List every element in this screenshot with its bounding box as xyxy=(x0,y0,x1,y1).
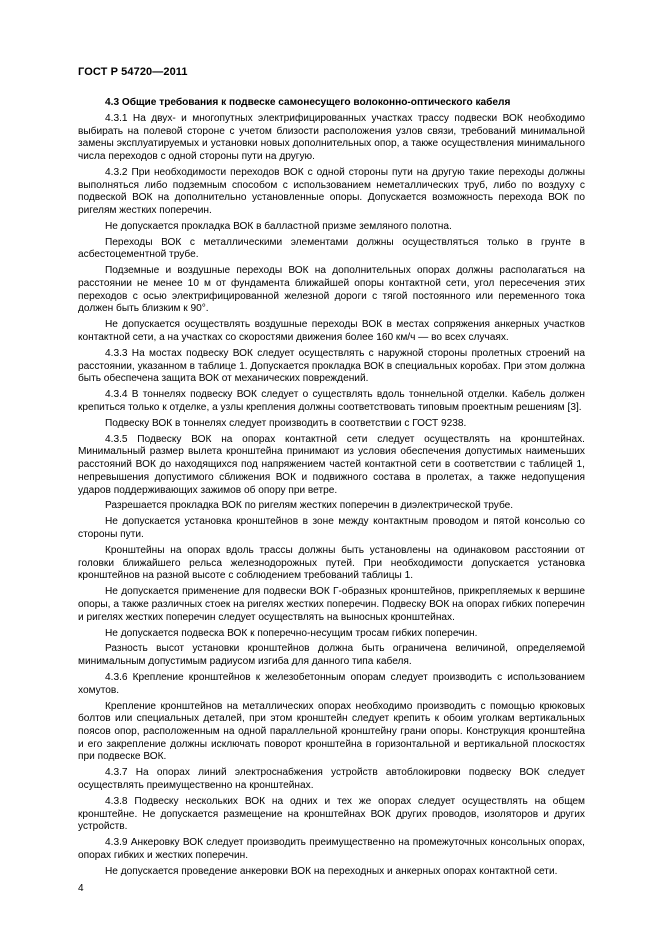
paragraph: Подземные и воздушные переходы ВОК на дополнительных опорах должны располагаться на расстоянии не менее 10 м от фундамента ближайшей опоры контактной сети, угол пересечения этих переходов с осью электрифицированной железной дороги с тягой постоянного или переменного тока должен быть близким к 90°. xyxy=(78,265,585,315)
page-content xyxy=(78,97,585,882)
paragraph: 4.3.2 При необходимости переходов ВОК с одной стороны пути на другую такие переходы должны выполняться либо подземным способом с использованием неметаллических труб, либо по воздуху с подвеской ВОК на дополнительно установленные опоры. Допускается возможность перехода ВОК по ригелям жестких поперечин. xyxy=(78,166,585,216)
paragraph: Кронштейны на опорах вдоль трассы должны быть установлены на одинаковом расстоянии от головки ближайшего рельса железнодорожных путей. При необходимости допускается установка кронштейнов на разной высоте с соблюдением требований таблицы 1. xyxy=(78,544,585,582)
paragraph: Разность высот установки кронштейнов должна быть ограничена величиной, определяемой минимальным допустимым радиусом изгиба для данного типа кабеля. xyxy=(78,643,585,668)
paragraph: Разрешается прокладка ВОК по ригелям жестких поперечин в диэлектрической трубе. xyxy=(105,500,514,512)
paragraph: Не допускается проведение анкеровки ВОК на переходных и анкерных опорах контактной сети. xyxy=(105,865,558,877)
paragraph: 4.3.6 Крепление кронштейнов к железобетонным опорам следует производить с использованием хомутов. xyxy=(78,672,585,696)
page-number: 4 xyxy=(78,883,84,894)
paragraph: Не допускается прокладка ВОК в балластной призме земляного полотна. xyxy=(105,220,452,232)
paragraph: Крепление кронштейнов на металлических опорах необходимо производить с помощью крюковых болтов или специальных деталей, при этом кронштейн следует крепить к обоим уголкам вертикальных поясов опор, расположенным на одной параллельной кронштейну грани опоры. Конструкция кронштейна и его закрепление должны исключать поворот кронштейна в горизонтальной и вертикальной плоскостях при подвеске ВОК. xyxy=(78,700,585,763)
paragraph: Не допускается применение для подвески ВОК Г-образных кронштейнов, прикрепляемых к вершине опоры, а также различных стоек на ригелях жестких поперечин. Подвеску ВОК на опорах гибких поперечин и ригелях жестких поперечин следует осуществлять на выносных кронштейнах. xyxy=(78,586,585,623)
paragraph: 4.3.9 Анкеровку ВОК следует производить преимущественно на промежуточных консольных опорах, опорах гибких и жестких поперечин. xyxy=(78,837,585,861)
paragraph-list xyxy=(78,113,585,879)
paragraph: Подвеску ВОК в тоннелях следует производить в соответствии с ГОСТ 9238. xyxy=(105,417,467,429)
paragraph: 4.3.7 На опорах линий электроснабжения устройств автоблокировки подвеску ВОК следует осуществлять преимущественно на кронштейнах. xyxy=(78,767,585,792)
paragraph: 4.3.5 Подвеску ВОК на опорах контактной сети следует осуществлять на кронштейнах. Минимальный размер вылета кронштейна принимают из условия обеспечения допустимых наименьших расстояний ВОК до находящихся под напряжением частей контактной сети в соответствии с таблицей 1, непревышения допустимого сближения ВОК и подвижного состава в пролетах, а также недопущения ударов поддерживающих зажимов об опору при ветре. xyxy=(78,433,585,496)
paragraph: Не допускается подвеска ВОК к поперечно-несущим тросам гибких поперечин. xyxy=(105,627,478,639)
paragraph: 4.3.3 На мостах подвеску ВОК следует осуществлять с наружной стороны пролетных строений на расстоянии, указанном в таблице 1. Допускается прокладка ВОК в специальных коробах. При этом должна быть обеспечена защита ВОК от механических повреждений. xyxy=(78,347,585,385)
paragraph: 4.3.4 В тоннелях подвеску ВОК следует о существлять вдоль тоннельной отделки. Кабель должен крепиться только к отделке, а узлы крепления должны соответствовать типовым проектным решениям [3]. xyxy=(78,389,585,413)
paragraph: Переходы ВОК с металлическими элементами должны осуществляться только в грунте в асбестоцементной трубе. xyxy=(78,236,585,261)
document-header: ГОСТ Р 54720—2011 xyxy=(78,66,188,78)
paragraph: 4.3.8 Подвеску нескольких ВОК на одних и тех же опорах следует осуществлять на общем кронштейне. Не допускается размещение на кронштейнах ВОК других проводов, изоляторов и других устройств. xyxy=(78,795,585,833)
paragraph: 4.3.1 На двух- и многопутных электрифицированных участках трассу подвески ВОК необходимо выбирать на полевой стороне с учетом близости расположения узлов связи, требований минимальной замены эксплуатируемых и установки новых дополнительных опор, а также осуществления минимального числа переходов с одной стороны пути на другую. xyxy=(78,112,585,162)
paragraph: Не допускается установка кронштейнов в зоне между контактным проводом и пятой консолью со стороны пути. xyxy=(78,516,585,541)
paragraph: Не допускается осуществлять воздушные переходы ВОК в местах сопряжения анкерных участков контактной сети, а на участках со скоростями движения более 160 км/ч — во всех случаях. xyxy=(78,319,585,344)
section-heading: 4.3 Общие требования к подвеске самонесущего волоконно-оптического кабеля xyxy=(105,97,511,108)
